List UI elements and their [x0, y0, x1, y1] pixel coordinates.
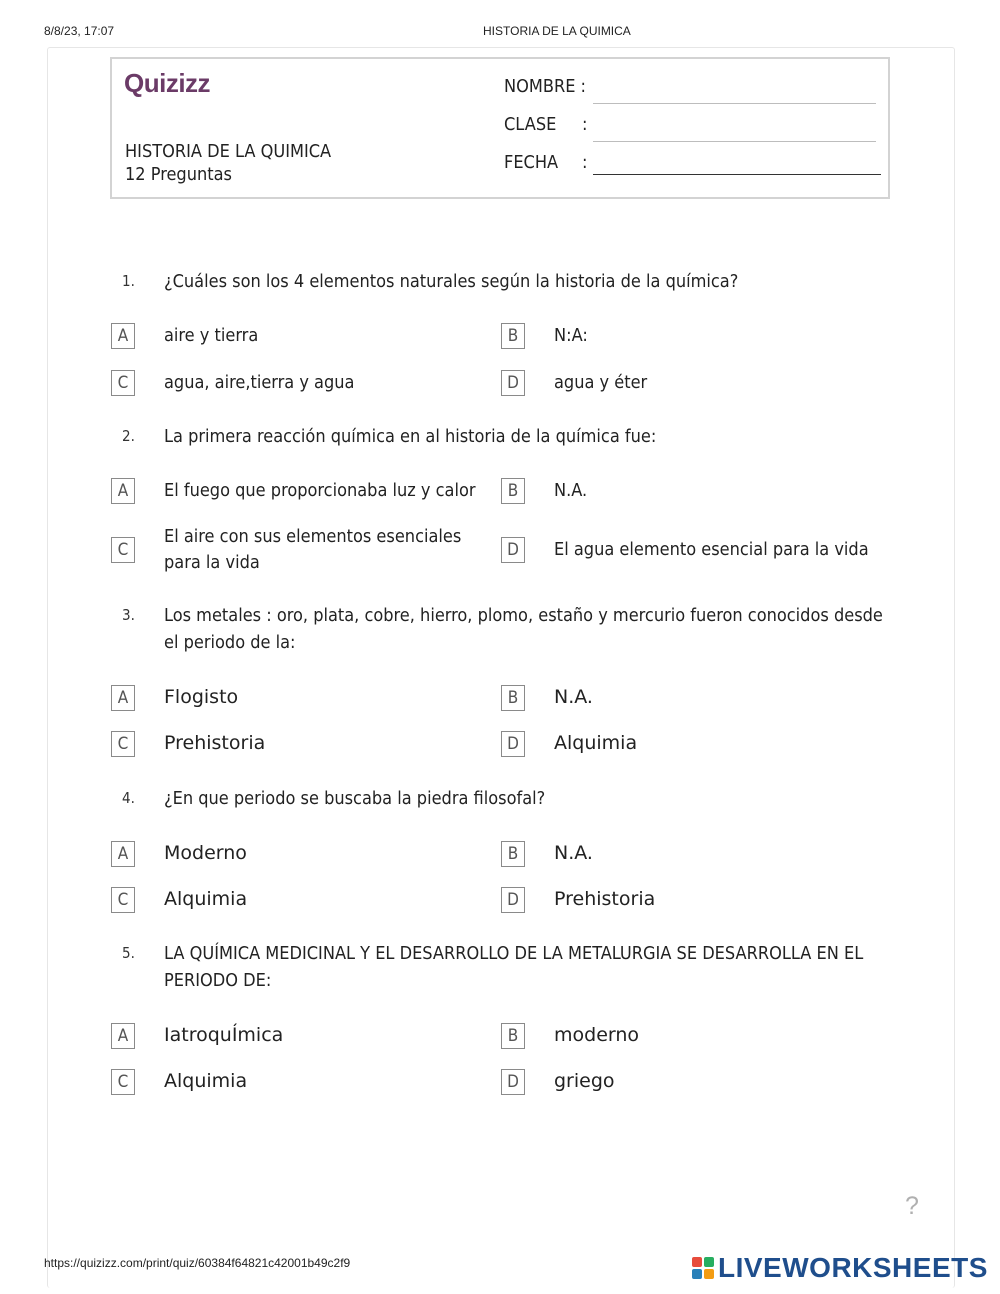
option-text: El agua elemento esencial para la vida: [554, 539, 869, 560]
question-number: 5.: [122, 944, 135, 962]
option-text: N:A:: [554, 325, 588, 346]
option-text: Prehistoria: [164, 732, 266, 754]
class-field-colon: :: [582, 114, 588, 135]
question-number: 2.: [122, 427, 135, 445]
option-text: N.A.: [554, 686, 593, 708]
question-text: La primera reacción química en al historia de la química fue:: [164, 426, 657, 447]
option-text: Moderno: [164, 842, 247, 864]
worksheet-page: [47, 47, 955, 1288]
option-text: N.A.: [554, 842, 593, 864]
print-header-title: HISTORIA DE LA QUIMICA: [483, 24, 631, 38]
question-text: Los metales : oro, plata, cobre, hierro, plomo, estaño y mercurio fueron conocidos desde el periodo de la:: [164, 605, 883, 653]
option-text: agua, aire,tierra y agua: [164, 372, 355, 393]
option-letter-box[interactable]: B: [501, 685, 525, 711]
option-letter-box[interactable]: D: [501, 887, 525, 913]
option-letter-box[interactable]: D: [501, 731, 525, 757]
question-text: ¿Cuáles son los 4 elementos naturales según la historia de la química?: [164, 271, 739, 292]
option-letter-box[interactable]: B: [501, 478, 525, 504]
option-text: N.A.: [554, 480, 588, 501]
option-text: griego: [554, 1070, 615, 1092]
option-letter-box[interactable]: C: [111, 887, 135, 913]
print-datetime: 8/8/23, 17:07: [44, 24, 115, 38]
question-number: 4.: [122, 789, 135, 807]
option-text: El fuego que proporcionaba luz y calor: [164, 480, 476, 501]
date-field-line[interactable]: [593, 174, 881, 175]
question-number: 3.: [122, 606, 135, 624]
option-letter-box[interactable]: B: [501, 841, 525, 867]
liveworksheets-logo-icon: [692, 1257, 714, 1279]
option-letter-box[interactable]: A: [111, 685, 135, 711]
question-count: 12 Preguntas: [125, 164, 232, 185]
date-field-label: FECHA: [504, 152, 559, 173]
option-letter-box[interactable]: D: [501, 1069, 525, 1095]
option-text: Alquimia: [554, 732, 638, 754]
option-letter-box[interactable]: A: [111, 1023, 135, 1049]
option-text: El aire con sus elementos esenciales para la vida: [164, 526, 462, 573]
option-letter-box[interactable]: A: [111, 841, 135, 867]
option-letter-box[interactable]: D: [501, 537, 525, 563]
option-text: Alquimia: [164, 888, 248, 910]
option-text: Flogisto: [164, 686, 239, 708]
name-field-label: NOMBRE :: [504, 76, 587, 97]
option-letter-box[interactable]: B: [501, 323, 525, 349]
class-field-line[interactable]: [593, 141, 876, 142]
quiz-title: HISTORIA DE LA QUIMICA: [125, 141, 332, 162]
option-letter-box[interactable]: B: [501, 1023, 525, 1049]
option-letter-box[interactable]: C: [111, 1069, 135, 1095]
name-field-line[interactable]: [593, 103, 876, 104]
page-url: https://quizizz.com/print/quiz/60384f64821c42001b49c2f9: [44, 1256, 351, 1270]
question-text: LA QUÍMICA MEDICINAL Y EL DESARROLLO DE LA METALURGIA SE DESARROLLA EN EL PERIODO DE:: [164, 943, 864, 991]
option-letter-box[interactable]: A: [111, 478, 135, 504]
option-text: Alquimia: [164, 1070, 248, 1092]
option-text: Prehistoria: [554, 888, 656, 910]
class-field-label: CLASE: [504, 114, 557, 135]
help-question-icon[interactable]: ?: [905, 1192, 919, 1220]
date-field-colon: :: [582, 152, 588, 173]
option-letter-box[interactable]: A: [111, 323, 135, 349]
option-letter-box[interactable]: D: [501, 370, 525, 396]
question-text: ¿En que periodo se buscaba la piedra filosofal?: [164, 788, 546, 809]
option-text: aire y tierra: [164, 325, 259, 346]
question-number: 1.: [122, 272, 135, 290]
quizizz-logo: Quizizz: [124, 68, 211, 98]
liveworksheets-brand: LIVEWORKSHEETS: [718, 1252, 988, 1283]
option-text: IatroquÍmica: [164, 1024, 284, 1046]
option-text: moderno: [554, 1024, 640, 1046]
liveworksheets-logo: [692, 1252, 988, 1284]
option-letter-box[interactable]: C: [111, 370, 135, 396]
option-letter-box[interactable]: C: [111, 731, 135, 757]
option-text: agua y éter: [554, 372, 648, 393]
option-letter-box[interactable]: C: [111, 537, 135, 563]
